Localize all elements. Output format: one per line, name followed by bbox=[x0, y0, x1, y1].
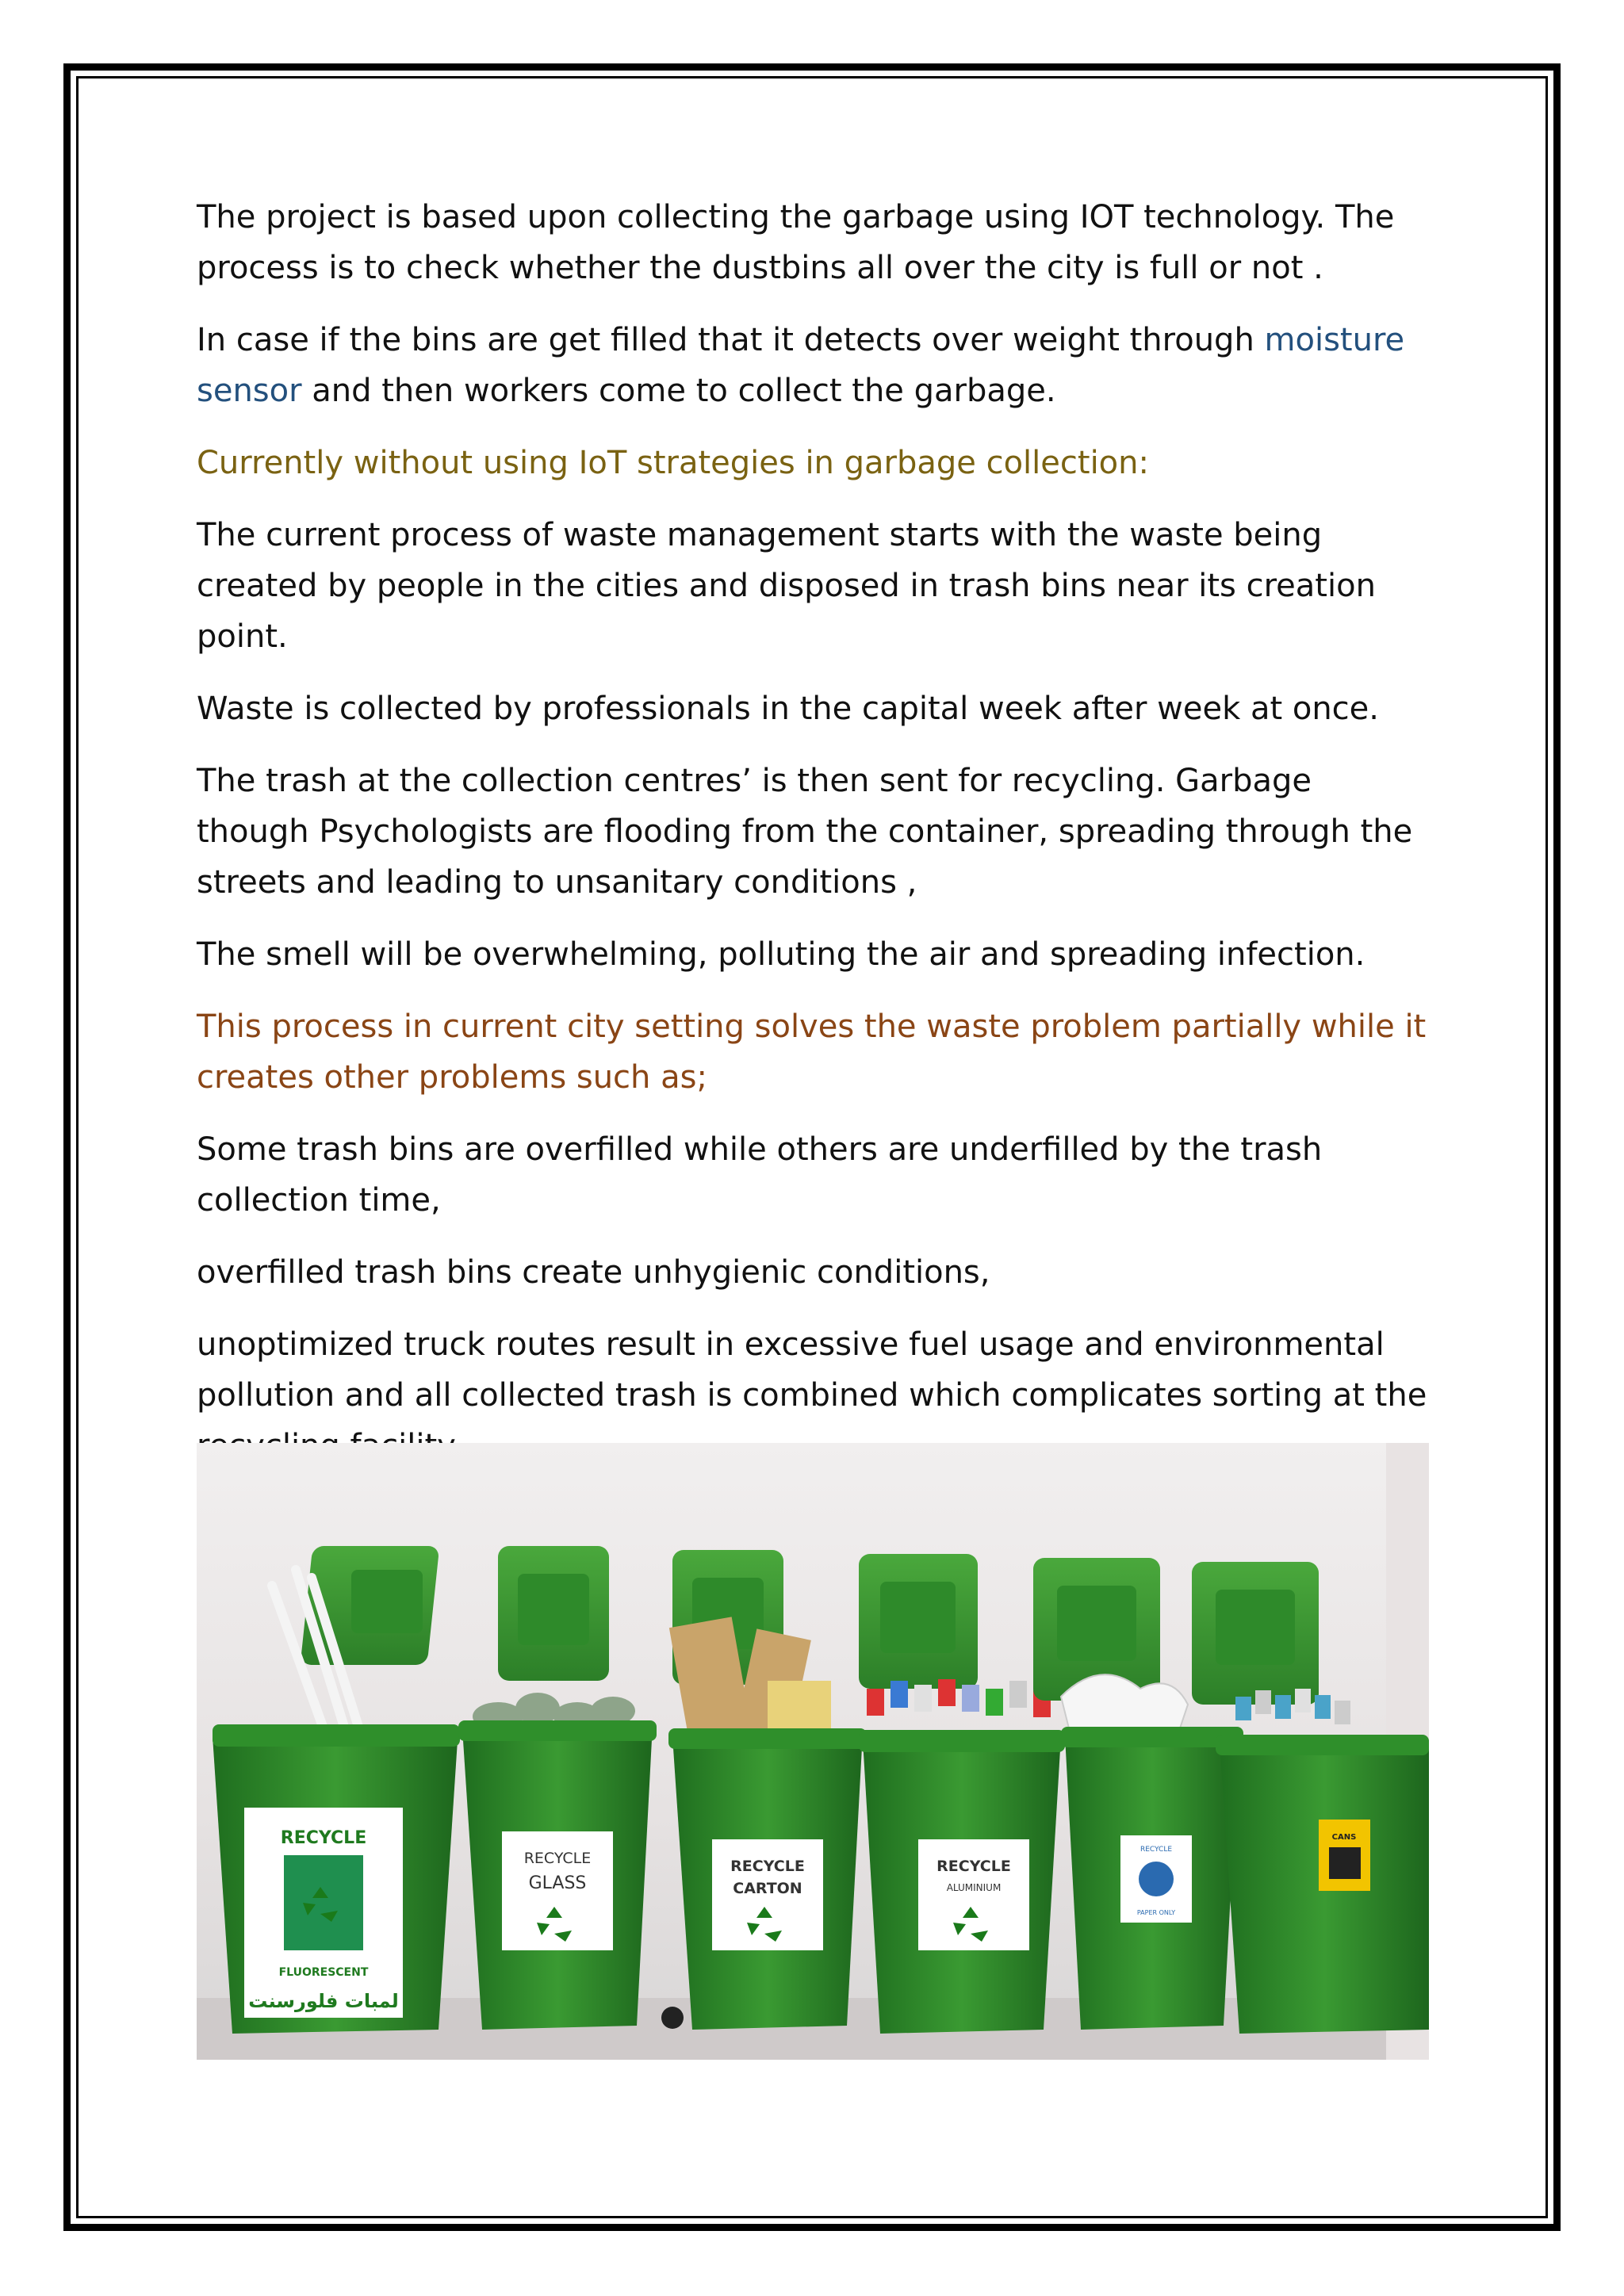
bin-2-label-line1: RECYCLE bbox=[523, 1850, 592, 1867]
paragraph-collection: Waste is collected by professionals in the capital week after week at once. bbox=[197, 691, 1379, 727]
moisture-sensor-term: moisture sensor bbox=[197, 322, 1405, 409]
bin-4-label-line2: ALUMINIUM bbox=[946, 1882, 1002, 1893]
bin-1-label-line1: RECYCLE bbox=[280, 1828, 367, 1848]
document-body bbox=[197, 192, 1434, 1493]
bin-1-label-line3: لمبات فلورسنت bbox=[248, 1990, 399, 2012]
bin-3-label-line1: RECYCLE bbox=[730, 1858, 805, 1875]
bin-5-label-line2: PAPER ONLY bbox=[1136, 1909, 1176, 1916]
heading-current-without-iot: Currently without using IoT strategies in garbage collection: bbox=[197, 445, 1149, 481]
paragraph-smell: The smell will be overwhelming, polluting the air and spreading infection. bbox=[197, 936, 1365, 973]
bin-6-label-line1: CANS bbox=[1331, 1833, 1357, 1842]
paragraph-sensor-text-1: In case if the bins are get filled that it detects over weight through bbox=[197, 322, 1265, 358]
paragraph-unhygienic: overfilled trash bins create unhygienic conditions, bbox=[197, 1254, 990, 1291]
paragraph-intro: The project is based upon collecting the garbage using IOT technology. The process is to check whether the dustbins all over the city is full or not . bbox=[197, 199, 1395, 286]
recycling-bins-photo bbox=[197, 1443, 1429, 2060]
bin-2-label-line2: GLASS bbox=[528, 1873, 587, 1893]
paragraph-current-process: The current process of waste management starts with the waste being created by people in the cities and disposed in trash bins near its creation point. bbox=[197, 517, 1376, 655]
recycling-bins-illustration bbox=[197, 1443, 1429, 2060]
bin-fluorescent bbox=[213, 1546, 460, 2034]
paragraph-sensor bbox=[197, 315, 1434, 416]
bin-glass bbox=[458, 1546, 684, 2030]
bin-1-label-line2: FLUORESCENT bbox=[278, 1966, 369, 1979]
paragraph-sensor-text-2: and then workers come to collect the garbage. bbox=[301, 373, 1056, 409]
heading-problems: This process in current city setting solves the waste problem partially while it creates other problems such as; bbox=[197, 1008, 1427, 1096]
bin-3-label-line2: CARTON bbox=[733, 1880, 802, 1897]
paragraph-recycling: The trash at the collection centres’ is then sent for recycling. Garbage though Psychologists are flooding from the container, spreading through the streets and leading to unsanitary conditions , bbox=[197, 763, 1413, 901]
paragraph-overfilled: Some trash bins are overfilled while others are underfilled by the trash collection time, bbox=[197, 1131, 1323, 1219]
bin-4-label-line1: RECYCLE bbox=[936, 1858, 1011, 1875]
bin-5-label-line1: RECYCLE bbox=[1139, 1846, 1173, 1854]
bin-carton bbox=[668, 1550, 867, 2030]
paragraph-truck-routes: unoptimized truck routes result in excessive fuel usage and environmental pollution and all collected trash is combined which complicates sorting at the bbox=[197, 1326, 1427, 1414]
